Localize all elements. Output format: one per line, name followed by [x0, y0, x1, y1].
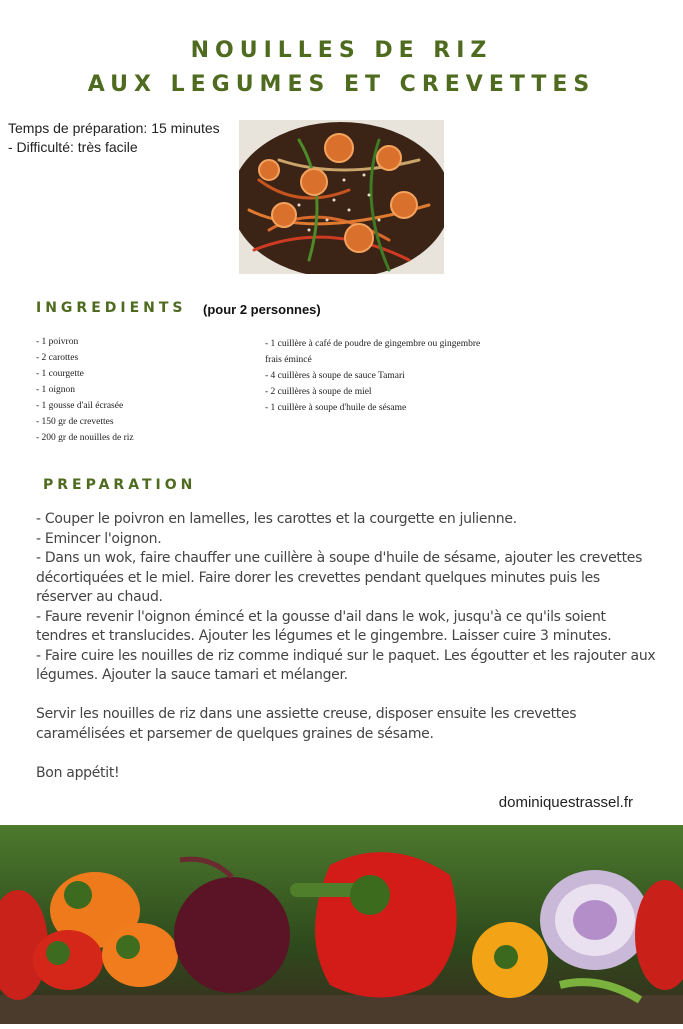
list-item: - 1 oignon	[36, 385, 76, 395]
prep-step: - Emincer l'oignon.	[36, 530, 162, 547]
preparation-heading: PREPARATION	[43, 477, 197, 493]
ingredients-list-left	[36, 334, 134, 446]
list-item: frais émincé	[265, 355, 312, 365]
list-item: - 1 courgette	[36, 369, 84, 379]
ingredients-heading: INGREDIENTS	[36, 300, 187, 316]
list-item: - 150 gr de crevettes	[36, 417, 114, 427]
prep-step: - Couper le poivron en lamelles, les carottes et la courgette en julienne.	[36, 511, 517, 527]
prep-time: Temps de préparation: 15 minutes	[8, 120, 220, 136]
ingredients-list-right	[265, 336, 480, 416]
recipe-title-line1: NOUILLES DE RIZ	[190, 38, 493, 63]
list-item: - 1 cuillère à soupe d'huile de sésame	[265, 403, 407, 413]
servings-note: (pour 2 personnes)	[203, 302, 321, 317]
list-item: - 1 poivron	[36, 337, 79, 347]
serving-instructions: Servir les nouilles de riz dans une assiette creuse, disposer ensuite les crevettes caramélisées et parsemer de quelques graines de sésame.	[36, 706, 577, 742]
prep-step: - Faure revenir l'oignon émincé et la gousse d'ail dans le wok, jusqu'à ce qu'ils soient tendres et translucides. Ajouter les légumes et le gingembre. Laisser cuire 3 minutes.	[36, 608, 612, 644]
vegetables-photo	[0, 825, 683, 1024]
dish-photo	[239, 120, 444, 274]
list-item: - 200 gr de nouilles de riz	[36, 433, 134, 443]
closing-text: Bon appétit!	[36, 764, 120, 781]
list-item: - 4 cuillères à soupe de sauce Tamari	[265, 371, 405, 381]
recipe-title-line2: AUX LEGUMES ET CREVETTES	[87, 72, 596, 97]
prep-step: - Dans un wok, faire chauffer une cuillère à soupe d'huile de sésame, ajouter les crevettes décortiquées et le miel. Faire dorer les crevettes pendant quelques minutes puis les réserver au chaud.	[36, 550, 643, 605]
preparation-text	[36, 510, 656, 783]
recipe-meta	[8, 119, 220, 157]
difficulty: - Difficulté: très facile	[8, 139, 138, 155]
list-item: - 1 cuillère à café de poudre de gingembre ou gingembre	[265, 339, 481, 349]
prep-step: - Faire cuire les nouilles de riz comme indiqué sur le paquet. Les égoutter et les rajouter aux légumes. Ajouter la sauce tamari et mélanger.	[36, 647, 656, 683]
list-item: - 2 cuillères à soupe de miel	[265, 387, 372, 397]
list-item: - 2 carottes	[36, 353, 79, 363]
list-item: - 1 gousse d'ail écrasée	[36, 401, 124, 411]
website-url[interactable]: dominiquestrassel.fr	[498, 794, 633, 811]
